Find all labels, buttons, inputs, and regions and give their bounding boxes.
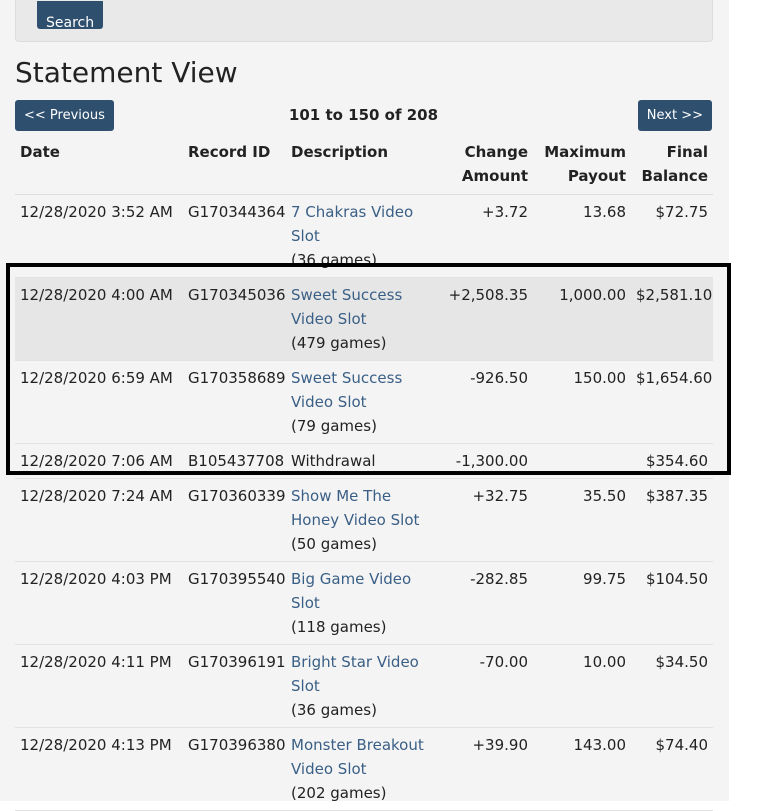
- game-link[interactable]: Show Me The Honey Video Slot: [291, 487, 420, 529]
- cell-description: [286, 361, 430, 444]
- games-count: (479 games): [291, 334, 387, 352]
- cell-maximum-payout: 143.00: [533, 728, 631, 811]
- cell-change-amount: -926.50: [430, 361, 533, 444]
- game-link[interactable]: Sweet Success Video Slot: [291, 286, 403, 328]
- cell-change-amount: -70.00: [430, 645, 533, 728]
- cell-final-balance: $34.50: [631, 645, 713, 728]
- page-title: Statement View: [15, 56, 238, 89]
- header-record-id[interactable]: Record ID: [183, 133, 286, 195]
- cell-final-balance: $72.75: [631, 195, 713, 278]
- games-count: (50 games): [291, 535, 377, 553]
- games-count: (36 games): [291, 701, 377, 719]
- cell-record-id: G170345036: [183, 278, 286, 361]
- cell-description: Withdrawal: [286, 444, 430, 479]
- cell-description: [286, 562, 430, 645]
- cell-date: 12/28/2020 7:24 AM: [15, 479, 183, 562]
- cell-maximum-payout: 1,000.00: [533, 278, 631, 361]
- cell-description: [286, 728, 430, 811]
- game-link[interactable]: Bright Star Video Slot: [291, 653, 419, 695]
- cell-date: 12/28/2020 6:59 AM: [15, 361, 183, 444]
- cell-date: 12/28/2020 3:52 AM: [15, 195, 183, 278]
- header-change-amount[interactable]: Change Amount: [430, 133, 533, 195]
- game-link[interactable]: Sweet Success Video Slot: [291, 369, 403, 411]
- next-page-button[interactable]: Next >>: [638, 100, 712, 131]
- pagination-range: 101 to 150 of 208: [288, 106, 439, 124]
- statement-table: [15, 133, 713, 811]
- header-date[interactable]: Date: [15, 133, 183, 195]
- table-row: [15, 444, 713, 479]
- game-link[interactable]: 7 Chakras Video Slot: [291, 203, 414, 245]
- table-row: [15, 645, 713, 728]
- cell-date: 12/28/2020 7:06 AM: [15, 444, 183, 479]
- table-row: [15, 278, 713, 361]
- games-count: (202 games): [291, 784, 387, 802]
- cell-change-amount: +39.90: [430, 728, 533, 811]
- cell-record-id: B105437708: [183, 444, 286, 479]
- cell-record-id: G170358689: [183, 361, 286, 444]
- game-link[interactable]: Big Game Video Slot: [291, 570, 412, 612]
- cell-maximum-payout: 10.00: [533, 645, 631, 728]
- cell-record-id: G170344364: [183, 195, 286, 278]
- cell-record-id: G170395540: [183, 562, 286, 645]
- cell-change-amount: -282.85: [430, 562, 533, 645]
- table-row: [15, 562, 713, 645]
- table-row: [15, 728, 713, 811]
- cell-date: 12/28/2020 4:03 PM: [15, 562, 183, 645]
- cell-change-amount: +32.75: [430, 479, 533, 562]
- header-final-balance[interactable]: Final Balance: [631, 133, 713, 195]
- cell-final-balance: $1,654.60: [631, 361, 713, 444]
- cell-final-balance: $104.50: [631, 562, 713, 645]
- cell-record-id: G170396380: [183, 728, 286, 811]
- search-panel: [15, 0, 713, 42]
- cell-maximum-payout: 13.68: [533, 195, 631, 278]
- cell-date: 12/28/2020 4:00 AM: [15, 278, 183, 361]
- cell-record-id: G170396191: [183, 645, 286, 728]
- cell-date: 12/28/2020 4:13 PM: [15, 728, 183, 811]
- games-count: (79 games): [291, 417, 377, 435]
- cell-date: 12/28/2020 4:11 PM: [15, 645, 183, 728]
- game-link[interactable]: Monster Breakout Video Slot: [291, 736, 424, 778]
- games-count: (36 games): [291, 251, 377, 269]
- cell-maximum-payout: 150.00: [533, 361, 631, 444]
- cell-change-amount: +2,508.35: [430, 278, 533, 361]
- cell-change-amount: +3.72: [430, 195, 533, 278]
- cell-maximum-payout: 99.75: [533, 562, 631, 645]
- cell-maximum-payout: [533, 444, 631, 479]
- search-button[interactable]: Search: [37, 1, 103, 29]
- table-row: [15, 361, 713, 444]
- cell-description: [286, 479, 430, 562]
- cell-description: [286, 195, 430, 278]
- cell-record-id: G170360339: [183, 479, 286, 562]
- table-header-row: [15, 133, 713, 195]
- cell-description: [286, 278, 430, 361]
- cell-final-balance: $387.35: [631, 479, 713, 562]
- cell-change-amount: -1,300.00: [430, 444, 533, 479]
- cell-description: [286, 645, 430, 728]
- table-row: [15, 195, 713, 278]
- games-count: (118 games): [291, 618, 387, 636]
- cell-maximum-payout: 35.50: [533, 479, 631, 562]
- pagination-bar: [15, 100, 712, 131]
- cell-final-balance: $2,581.10: [631, 278, 713, 361]
- header-maximum-payout[interactable]: Maximum Payout: [533, 133, 631, 195]
- previous-page-button[interactable]: << Previous: [15, 100, 114, 131]
- cell-final-balance: $354.60: [631, 444, 713, 479]
- header-description[interactable]: Description: [286, 133, 430, 195]
- table-row: [15, 479, 713, 562]
- cell-final-balance: $74.40: [631, 728, 713, 811]
